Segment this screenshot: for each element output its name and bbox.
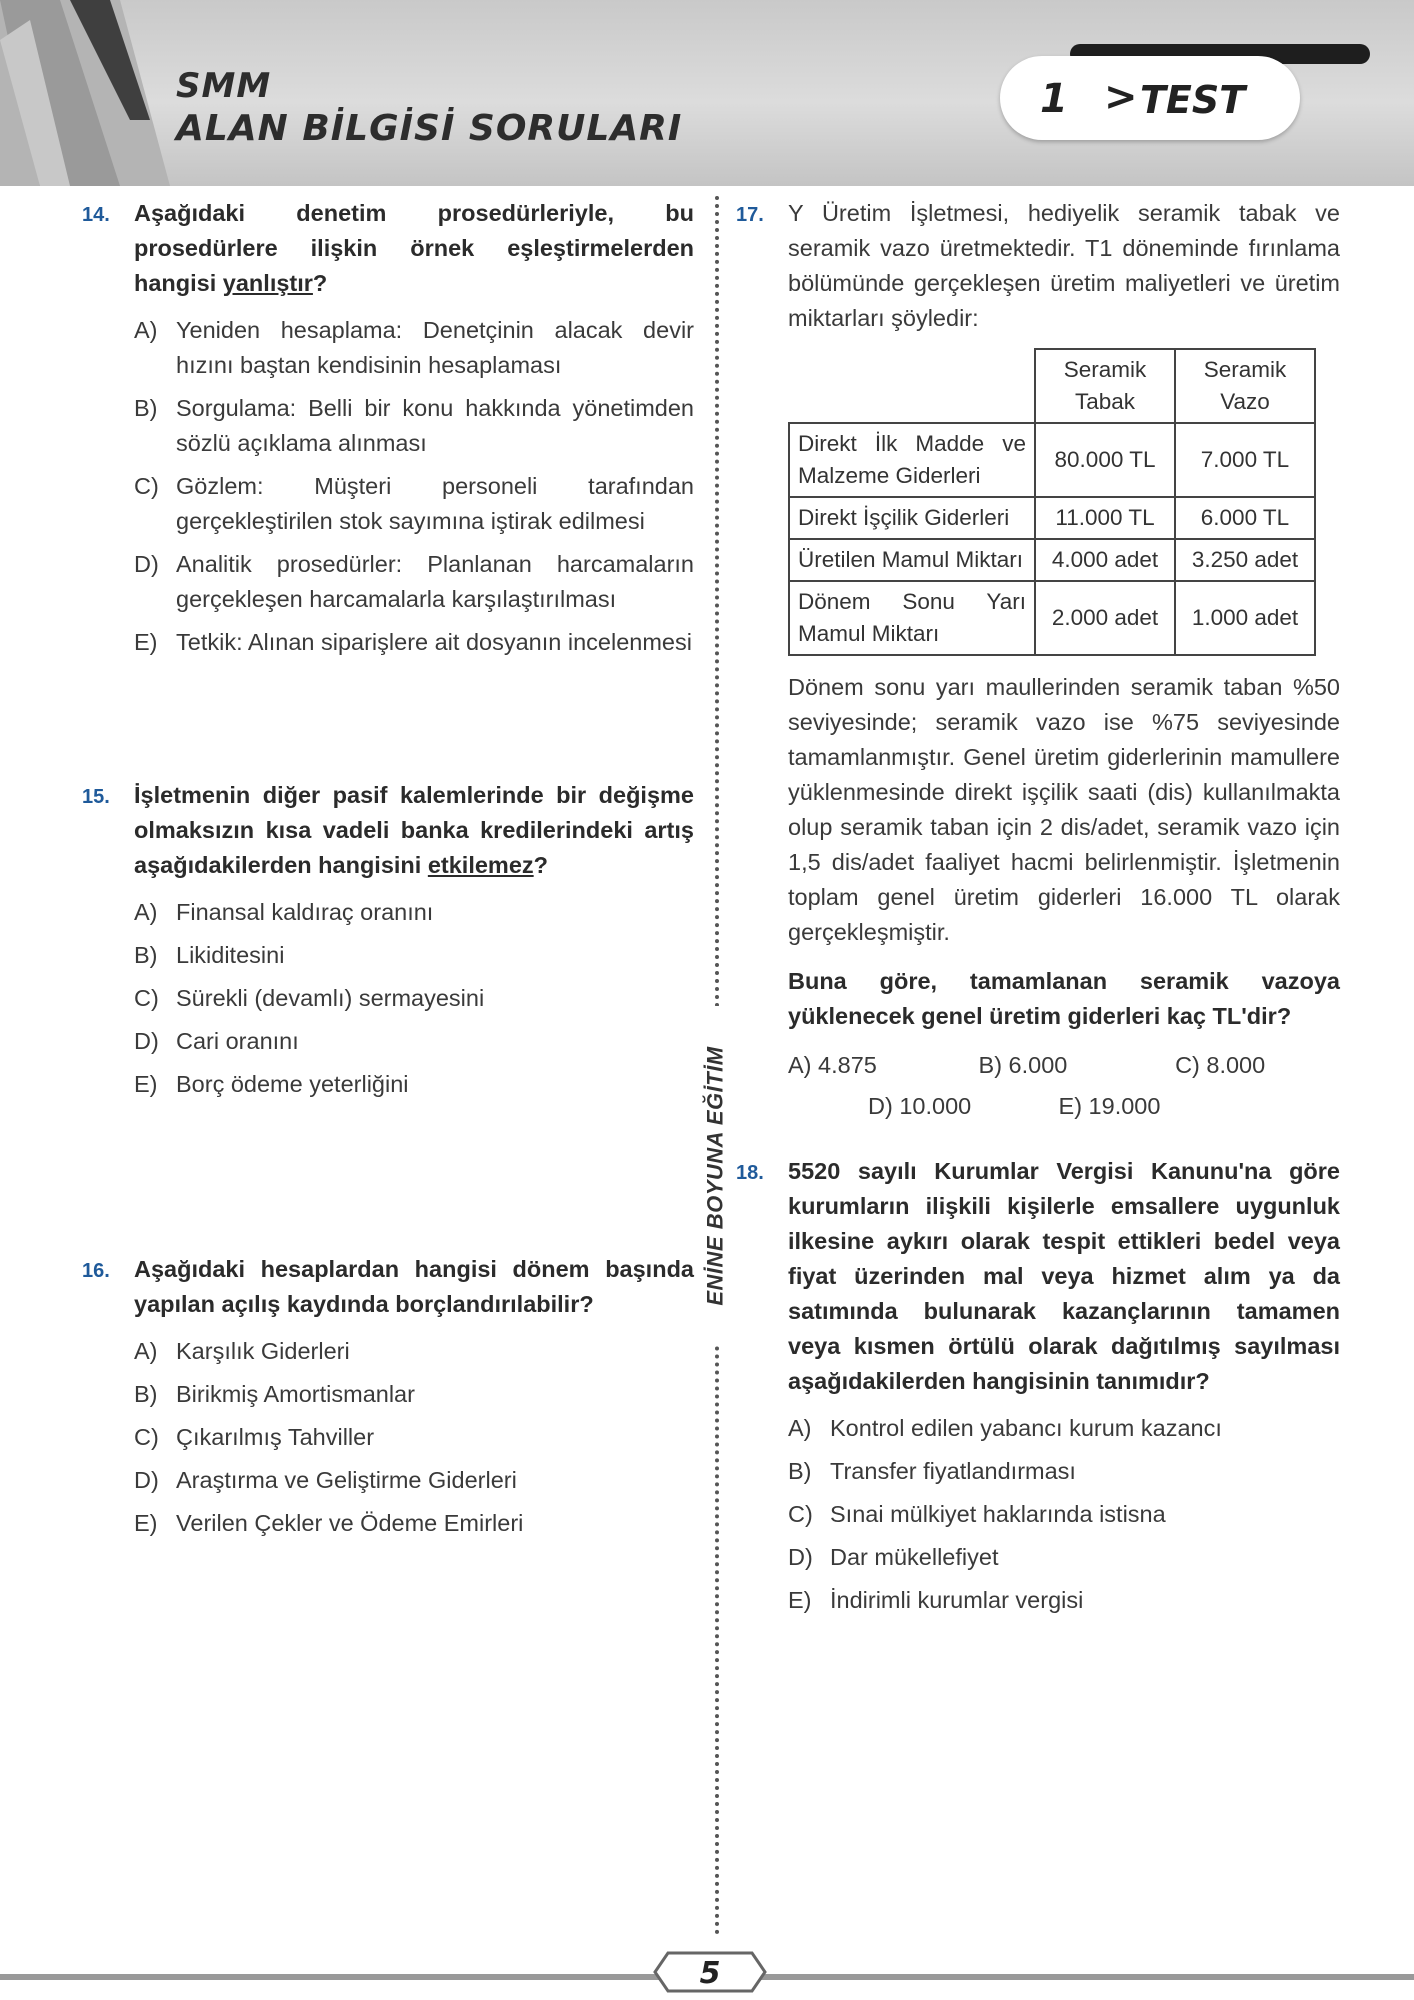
question-15 (82, 778, 694, 1102)
option-e[interactable]: E) İndirimli kurumlar vergisi (788, 1587, 1084, 1613)
option-b[interactable]: B) Transfer fiyatlandırması (788, 1458, 1076, 1484)
chevron-right-icon: > (1104, 74, 1138, 120)
table-row (789, 581, 1315, 655)
header-title-line1: SMM (176, 66, 272, 106)
answer-row-1 (788, 1048, 1340, 1083)
question-intro: Y Üretim İşletmesi, hediyelik seramik tabak ve seramik vazo üretmektedir. T1 döneminde fırınlama bölümünde gerçekleşen üretim maliyetleri ve üretim miktarları şöyledir: (788, 200, 1340, 331)
page-number: 5 (699, 1956, 721, 1991)
footer-rule-left (0, 1974, 660, 1980)
cell-value: 11.000 TL (1035, 497, 1175, 539)
question-stem: İşletmenin diğer pasif kalemlerinde bir değişme olmaksızın kısa vadeli banka kredilerindeki artış aşağıdakilerden hangisini etkilemez? (134, 782, 694, 878)
option-a[interactable]: A) Yeniden hesaplama: Denetçinin alacak devir hızını baştan kendisinin hesaplaması (134, 317, 694, 378)
option-b[interactable]: B) Likiditesini (134, 942, 285, 968)
option-c[interactable]: C) Sınai mülkiyet haklarında istisna (788, 1501, 1166, 1527)
option-d[interactable]: D) Araştırma ve Geliştirme Giderleri (134, 1467, 517, 1493)
question-14 (82, 196, 694, 660)
test-label: TEST (1140, 78, 1246, 122)
column-header-vazo: Seramik Vazo (1175, 349, 1315, 423)
option-d[interactable]: D) Analitik prosedürler: Planlanan harcamaların gerçekleşen harcamalarla karşılaştırılması (134, 551, 694, 612)
question-17 (736, 196, 1340, 1124)
option-b[interactable]: B) 6.000 (978, 1052, 1068, 1078)
options-list (134, 313, 694, 660)
option-d[interactable]: D) Cari oranını (134, 1028, 299, 1054)
page-header (0, 0, 1414, 186)
column-header-tabak: Seramik Tabak (1035, 349, 1175, 423)
question-stem: Aşağıdaki hesaplardan hangisi dönem başında yapılan açılış kaydında borçlandırılabilir? (134, 1256, 694, 1317)
cell-value: 2.000 adet (1035, 581, 1175, 655)
option-c[interactable]: C) 8.000 (1175, 1052, 1266, 1078)
option-b[interactable]: B) Birikmiş Amortismanlar (134, 1381, 415, 1407)
table-row (789, 539, 1315, 581)
table-header-row (789, 349, 1315, 423)
cell-value: 1.000 adet (1175, 581, 1315, 655)
cell-value: 4.000 adet (1035, 539, 1175, 581)
row-label: Direkt İşçilik Giderleri (789, 497, 1035, 539)
cell-value: 80.000 TL (1035, 423, 1175, 497)
option-d[interactable]: D) Dar mükellefiyet (788, 1544, 999, 1570)
question-stem: Aşağıdaki denetim prosedürleriyle, bu prosedürlere ilişkin örnek eşleştirmelerden hangisi yanlıştır? (134, 200, 694, 296)
cell-value: 3.250 adet (1175, 539, 1315, 581)
option-a[interactable]: A) Karşılık Giderleri (134, 1338, 350, 1364)
option-a[interactable]: A) 4.875 (788, 1052, 877, 1078)
footer-rule-right (760, 1974, 1414, 1980)
option-c[interactable]: C) Sürekli (devamlı) sermayesini (134, 985, 485, 1011)
option-e[interactable]: E) Tetkik: Alınan siparişlere ait dosyanın incelenmesi (134, 629, 692, 655)
table-row (789, 497, 1315, 539)
question-number: 18. (736, 1162, 764, 1184)
option-e[interactable]: E) Borç ödeme yeterliğini (134, 1071, 409, 1097)
question-number: 15. (82, 786, 110, 808)
option-e[interactable]: E) Verilen Çekler ve Ödeme Emirleri (134, 1510, 524, 1536)
cell-value: 7.000 TL (1175, 423, 1315, 497)
option-d[interactable]: D) 10.000 (868, 1093, 972, 1119)
left-column (82, 196, 694, 1549)
side-label: ENİNE BOYUNA EĞİTİM (703, 1046, 729, 1306)
option-e[interactable]: E) 19.000 (1058, 1093, 1161, 1119)
question-18 (736, 1154, 1340, 1618)
options-list (134, 895, 694, 1102)
option-b[interactable]: B) Sorgulama: Belli bir konu hakkında yönetimden sözlü açıklama alınması (134, 395, 694, 456)
question-number: 17. (736, 204, 764, 226)
question-stem: 5520 sayılı Kurumlar Vergisi Kanunu'na göre kurumların ilişkili kişilerle emsallere uygunluk ilkesine aykırı olarak tespit ettikleri bedel veya fiyat üzerinden mal veya hizmet alım ya da satımında bulunarak kazançlarının tamamen veya kısmen örtülü olarak dağıtılmış sayılması aşağıdakilerden hangisinin tanımıdır? (788, 1158, 1340, 1394)
cost-table (788, 348, 1316, 656)
right-column (736, 196, 1340, 1626)
question-number: 16. (82, 1260, 110, 1282)
options-list (788, 1411, 1340, 1618)
question-stem: Buna göre, tamamlanan seramik vazoya yüklenecek genel üretim giderleri kaç TL'dir? (788, 968, 1340, 1029)
option-c[interactable]: C) Çıkarılmış Tahviller (134, 1424, 375, 1450)
option-a[interactable]: A) Kontrol edilen yabancı kurum kazancı (788, 1415, 1222, 1441)
row-label: Üretilen Mamul Miktarı (789, 539, 1035, 581)
test-number: 1 (1040, 76, 1068, 122)
option-a[interactable]: A) Finansal kaldıraç oranını (134, 899, 434, 925)
options-list (134, 1334, 694, 1541)
row-label: Dönem Sonu Yarı Mamul Miktarı (789, 581, 1035, 655)
question-number: 14. (82, 204, 110, 226)
question-16 (82, 1252, 694, 1541)
side-label-box (698, 1006, 734, 1346)
header-title-line2: ALAN BİLGİSİ SORULARI (176, 108, 683, 149)
answer-row-2 (788, 1089, 1340, 1124)
cell-value: 6.000 TL (1175, 497, 1315, 539)
row-label: Direkt İlk Madde ve Malzeme Giderleri (789, 423, 1035, 497)
option-c[interactable]: C) Gözlem: Müşteri personeli tarafından gerçekleştirilen stok sayımına iştirak edilmesi (134, 473, 694, 534)
table-row (789, 423, 1315, 497)
question-body: Dönem sonu yarı maullerinden seramik taban %50 seviyesinde; seramik vazo ise %75 seviyesinde tamamlanmıştır. Genel üretim giderlerinin mamullere yüklenmesinde direkt işçilik saati (dis) kullanılmakta olup seramik taban için 2 dis/adet, seramik vazo için 1,5 dis/adet faaliyet hacmi belirlenmiştir. İşletmenin toplam genel üretim giderleri 16.000 TL olarak gerçekleşmiştir. (788, 674, 1340, 945)
